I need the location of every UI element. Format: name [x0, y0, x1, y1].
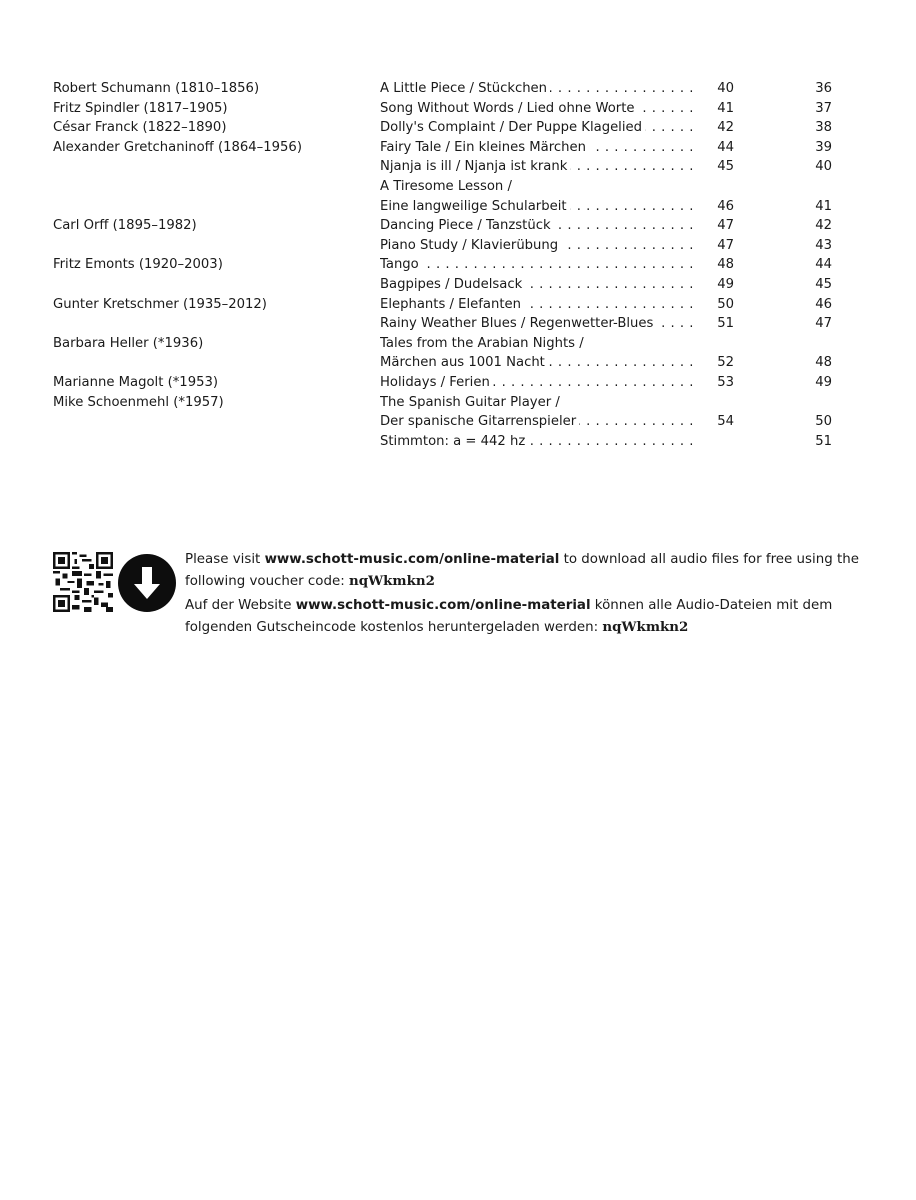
audio-voucher-section [53, 550, 859, 640]
page-number-track: 43 [815, 237, 832, 253]
voucher-text-german: Auf der Website www.schott-music.com/online-material können alle Audio-Dateien mit dem folgenden Gutscheincode kostenlos heruntergeladen werden: nqWkmkn2 [185, 598, 833, 635]
composer-name: Robert Schumann (1810–1856) [53, 81, 260, 96]
voucher-code: nqWkmkn2 [348, 572, 435, 589]
online-material-link[interactable]: www.schott-music.com/online-material [295, 598, 591, 613]
toc-row [0, 99, 916, 119]
composer-name: Fritz Emonts (1920–2003) [53, 257, 223, 273]
page-number-score: 40 [717, 81, 734, 96]
piece-title: A Tiresome Lesson / [380, 177, 694, 197]
piece-title: Dancing Piece / Tanzstück . . . [380, 216, 694, 236]
page-number-score: 51 [717, 316, 734, 332]
page-number-score: 45 [717, 159, 734, 175]
toc-row [0, 138, 916, 158]
toc-row [0, 118, 916, 138]
page-number-track: 41 [815, 198, 832, 214]
piece-title: Tales from the Arabian Nights / [380, 334, 694, 354]
page-number-track: 46 [815, 296, 832, 312]
piece-title: Holidays / Ferien . . . [380, 373, 694, 393]
voucher-text [185, 550, 865, 642]
page-number-track: 50 [815, 414, 832, 430]
page-number-track: 49 [815, 374, 832, 390]
page-number-track: 42 [815, 218, 832, 234]
toc-row [0, 197, 916, 217]
page-number-score: 48 [717, 257, 734, 273]
page-number-score: 46 [717, 198, 734, 214]
page-number-track: 39 [815, 139, 832, 155]
piece-title: Stimmton: a = 442 hz . . . [380, 432, 694, 452]
composer-name: Alexander Gretchaninoff (1864–1956) [53, 139, 302, 155]
toc-row [0, 295, 916, 315]
page-number-score: 49 [717, 276, 734, 292]
composer-name: Marianne Magolt (*1953) [53, 374, 219, 390]
page-number-track: 36 [815, 81, 832, 96]
piece-title: A Little Piece / Stückchen . . . [380, 79, 694, 99]
page-number-score: 44 [717, 139, 734, 155]
page-number-track: 44 [815, 257, 832, 273]
toc-row [0, 334, 916, 354]
page-number-score: 54 [717, 414, 734, 430]
piece-title: Der spanische Gitarrenspieler . . . [380, 412, 694, 432]
download-arrow-icon [118, 554, 176, 612]
composer-name: Fritz Spindler (1817–1905) [53, 100, 228, 116]
piece-title: Song Without Words / Lied ohne Worte . . . [380, 99, 694, 119]
piece-title: Märchen aus 1001 Nacht . . . [380, 353, 694, 373]
online-material-link[interactable]: www.schott-music.com/online-material [264, 552, 560, 567]
piece-title: The Spanish Guitar Player / [380, 393, 694, 413]
composer-name: Carl Orff (1895–1982) [53, 218, 197, 234]
page-number-track: 40 [815, 159, 832, 175]
page-number-track: 48 [815, 355, 832, 371]
page-number-score: 41 [717, 100, 734, 116]
toc-row [0, 432, 916, 452]
composer-name: César Franck (1822–1890) [53, 120, 227, 136]
toc-row [0, 236, 916, 256]
page-number-score: 52 [717, 355, 734, 371]
table-of-contents [0, 79, 916, 451]
page-number-score: 47 [717, 218, 734, 234]
composer-name: Gunter Kretschmer (1935–2012) [53, 296, 267, 312]
toc-row [0, 275, 916, 295]
piece-title: Bagpipes / Dudelsack . . . [380, 275, 694, 295]
page-number-track: 38 [815, 120, 832, 136]
voucher-code: nqWkmkn2 [602, 618, 689, 635]
toc-row [0, 216, 916, 236]
toc-row [0, 353, 916, 373]
piece-title: Dolly's Complaint / Der Puppe Klagelied . . . [380, 118, 694, 138]
toc-row [0, 157, 916, 177]
page-number-score: 47 [717, 237, 734, 253]
composer-name: Barbara Heller (*1936) [53, 335, 204, 351]
page-number-score: 50 [717, 296, 734, 312]
toc-row [0, 255, 916, 275]
page-number-score: 53 [717, 374, 734, 390]
qr-code-icon [53, 552, 113, 612]
toc-row [0, 373, 916, 393]
page-number-track: 37 [815, 100, 832, 116]
page-number-score: 42 [717, 120, 734, 136]
toc-row [0, 412, 916, 432]
page-number-track: 47 [815, 316, 832, 332]
piece-title: Piano Study / Klavierübung . . . [380, 236, 694, 256]
toc-row [0, 314, 916, 334]
piece-title: Eine langweilige Schularbeit . . . [380, 197, 694, 217]
page-number-track: 45 [815, 276, 832, 292]
piece-title: Rainy Weather Blues / Regenwetter-Blues . . . [380, 314, 694, 334]
toc-row [0, 177, 916, 197]
toc-row [0, 393, 916, 413]
composer-name: Mike Schoenmehl (*1957) [53, 394, 224, 410]
page-number-track: 51 [815, 433, 832, 449]
piece-title: Fairy Tale / Ein kleines Märchen . . . [380, 138, 694, 158]
piece-title: Tango . . . [380, 255, 694, 275]
voucher-text-english: Please visit www.schott-music.com/online-material to download all audio files for free using the following voucher code: nqWkmkn2 [185, 552, 859, 589]
toc-row [0, 79, 916, 99]
piece-title: Elephants / Elefanten . . . [380, 295, 694, 315]
piece-title: Njanja is ill / Njanja ist krank . . . [380, 157, 694, 177]
